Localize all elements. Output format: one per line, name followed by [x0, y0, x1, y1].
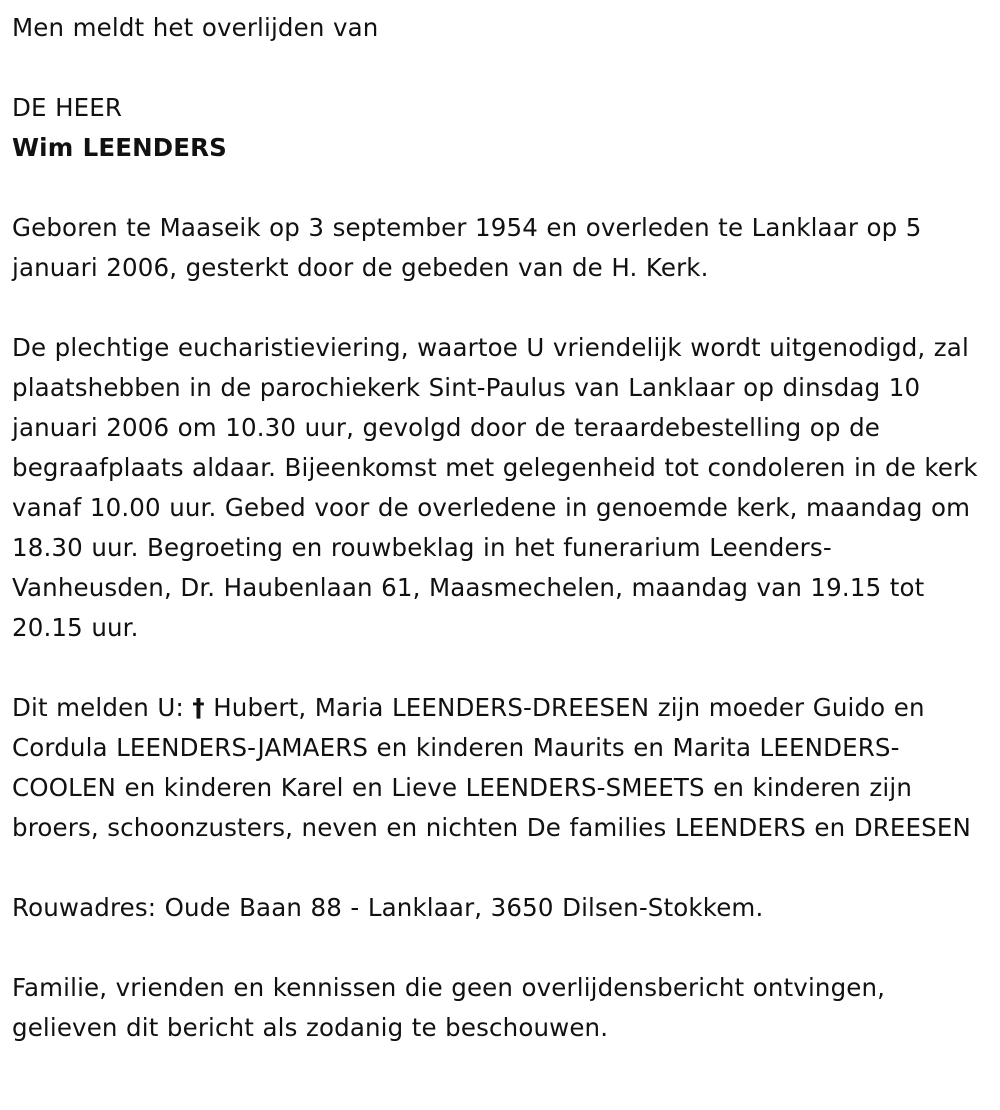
spacer [12, 168, 990, 208]
announcers-prefix: Dit melden U: [12, 693, 184, 722]
intro-text: Men meldt het overlijden van [12, 13, 379, 42]
spacer [12, 848, 990, 888]
spacer [12, 48, 990, 88]
spacer [12, 288, 990, 328]
cross-icon: † [192, 693, 205, 722]
spacer [12, 928, 990, 968]
ceremony-paragraph: De plechtige eucharistieviering, waartoe U vriendelijk wordt uitgenodigd, zal plaatshebben in de parochiekerk Sint-Paulus van Lanklaar op dinsdag 10 januari 2006 om 10.30 uur, gevolgd door de teraardebestelling op de begraafplaats aldaar. Bijeenkomst met gelegenheid tot condoleren in de kerk vanaf 10.00 uur. Gebed voor de overledene in genoemde kerk, maandag om 18.30 uur. Begroeting en rouwbeklag in het funerarium Leenders-Vanheusden, Dr. Haubenlaan 61, Maasmechelen, maandag van 19.15 tot 20.15 uur. [12, 333, 978, 642]
closing-paragraph: Familie, vrienden en kennissen die geen overlijdensbericht ontvingen, gelieven dit bericht als zodanig te beschouwen. [12, 973, 886, 1042]
mourning-address: Rouwadres: Oude Baan 88 - Lanklaar, 3650 Dilsen-Stokkem. [12, 893, 764, 922]
deceased-name: Wim LEENDERS [12, 133, 227, 162]
honorific-title: DE HEER [12, 93, 123, 122]
announcers-paragraph [12, 688, 990, 848]
announcers-list: Hubert, Maria LEENDERS-DREESEN zijn moeder Guido en Cordula LEENDERS-JAMAERS en kinderen Maurits en Marita LEENDERS-COOLEN en kinderen Karel en Lieve LEENDERS-SMEETS en kinderen zijn broers, schoonzusters, neven en nichten De families LEENDERS en DREESEN [12, 693, 971, 842]
birth-death-paragraph: Geboren te Maaseik op 3 september 1954 en overleden te Lanklaar op 5 januari 2006, gesterkt door de gebeden van de H. Kerk. [12, 213, 922, 282]
spacer [12, 648, 990, 688]
